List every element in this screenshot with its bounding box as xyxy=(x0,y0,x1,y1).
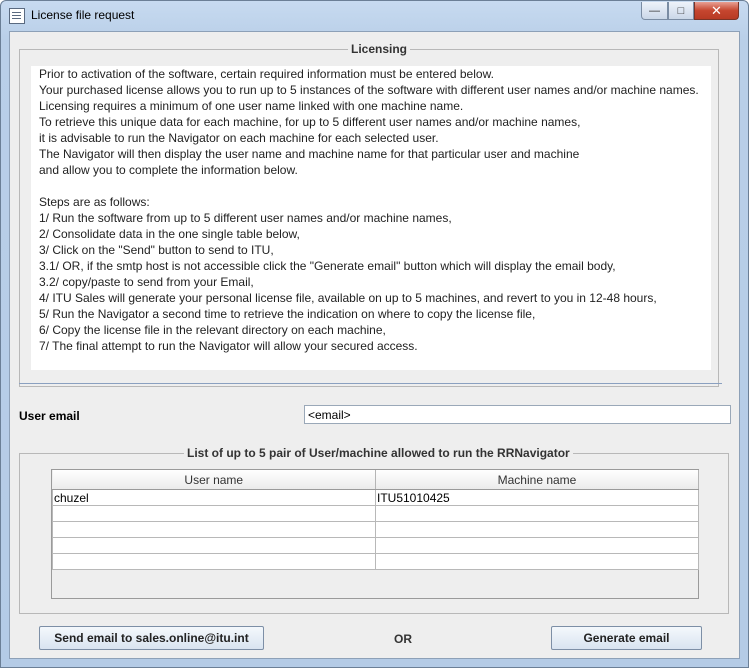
close-icon: ✕ xyxy=(711,2,722,18)
table-row xyxy=(53,538,699,554)
licensing-line: 5/ Run the Navigator a second time to retrieve the indication on where to copy the license file, xyxy=(39,307,536,321)
licensing-line: 3/ Click on the "Send" button to send to ITU, xyxy=(39,243,274,257)
licensing-line xyxy=(39,178,711,194)
licensing-line: 7/ The final attempt to run the Navigator will allow your secured access. xyxy=(39,339,418,353)
user-name-cell[interactable] xyxy=(53,538,376,554)
licensing-line: Licensing requires a minimum of one user name linked with one machine name. xyxy=(39,99,464,113)
minimize-icon: — xyxy=(649,4,660,17)
column-header-user-name[interactable]: User name xyxy=(53,470,376,490)
machine-name-cell[interactable] xyxy=(376,506,699,522)
licensing-title: Licensing xyxy=(348,42,410,56)
licensing-line: The Navigator will then display the user name and machine name for that particular user and machine xyxy=(39,147,580,161)
licensing-line: To retrieve this unique data for each machine, for up to 5 different user names and/or machine names, xyxy=(39,115,581,129)
user-name-cell[interactable] xyxy=(53,522,376,538)
maximize-button[interactable] xyxy=(668,2,694,20)
licensing-group xyxy=(19,42,719,387)
section-divider xyxy=(19,383,722,384)
title-bar[interactable] xyxy=(1,1,748,31)
user-email-label: User email xyxy=(19,409,80,423)
generate-email-button[interactable]: Generate email xyxy=(551,626,702,650)
dialog-content xyxy=(9,31,740,659)
licensing-line: 3.1/ OR, if the smtp host is not accessible click the "Generate email" button which will display the email body, xyxy=(39,259,616,273)
machine-name-cell[interactable]: ITU51010425 xyxy=(376,490,699,506)
licensing-line: Your purchased license allows you to run up to 5 instances of the software with different user names and/or machine names. xyxy=(39,83,699,97)
close-button[interactable] xyxy=(694,2,739,20)
table-header-row xyxy=(53,470,699,490)
user-name-cell[interactable]: chuzel xyxy=(53,490,376,506)
app-icon xyxy=(9,8,25,24)
send-email-button[interactable]: Send email to sales.online@itu.int xyxy=(39,626,264,650)
table-row xyxy=(53,506,699,522)
or-label: OR xyxy=(394,632,412,646)
user-name-cell[interactable] xyxy=(53,554,376,570)
user-email-input[interactable] xyxy=(304,405,731,424)
licensing-text-area[interactable] xyxy=(31,66,711,370)
table-row xyxy=(53,554,699,570)
user-machine-group xyxy=(19,446,729,614)
maximize-icon: □ xyxy=(677,4,685,17)
window-title: License file request xyxy=(31,8,135,22)
machine-name-cell[interactable] xyxy=(376,538,699,554)
machine-name-cell[interactable] xyxy=(376,554,699,570)
licensing-line: 1/ Run the software from up to 5 different user names and/or machine names, xyxy=(39,211,452,225)
user-machine-table-scrollpane[interactable] xyxy=(51,469,699,599)
machine-name-cell[interactable] xyxy=(376,522,699,538)
minimize-button[interactable] xyxy=(641,2,668,20)
licensing-line: it is advisable to run the Navigator on each machine for each selected user. xyxy=(39,131,439,145)
user-machine-title: List of up to 5 pair of User/machine allowed to run the RRNavigator xyxy=(184,446,573,460)
licensing-line: and allow you to complete the information below. xyxy=(39,163,298,177)
licensing-line: Prior to activation of the software, certain required information must be entered below. xyxy=(39,67,494,81)
licensing-line: 2/ Consolidate data in the one single table below, xyxy=(39,227,300,241)
user-name-cell[interactable] xyxy=(53,506,376,522)
table-row xyxy=(53,490,699,506)
licensing-line: Steps are as follows: xyxy=(39,195,150,209)
licensing-line: 6/ Copy the license file in the relevant directory on each machine, xyxy=(39,323,386,337)
licensing-line: 4/ ITU Sales will generate your personal license file, available on up to 5 machines, and revert to you in 12-48 hours, xyxy=(39,291,657,305)
table-row xyxy=(53,522,699,538)
user-machine-table xyxy=(52,470,699,570)
licensing-line: 3.2/ copy/paste to send from your Email, xyxy=(39,275,254,289)
column-header-machine-name[interactable]: Machine name xyxy=(376,470,699,490)
